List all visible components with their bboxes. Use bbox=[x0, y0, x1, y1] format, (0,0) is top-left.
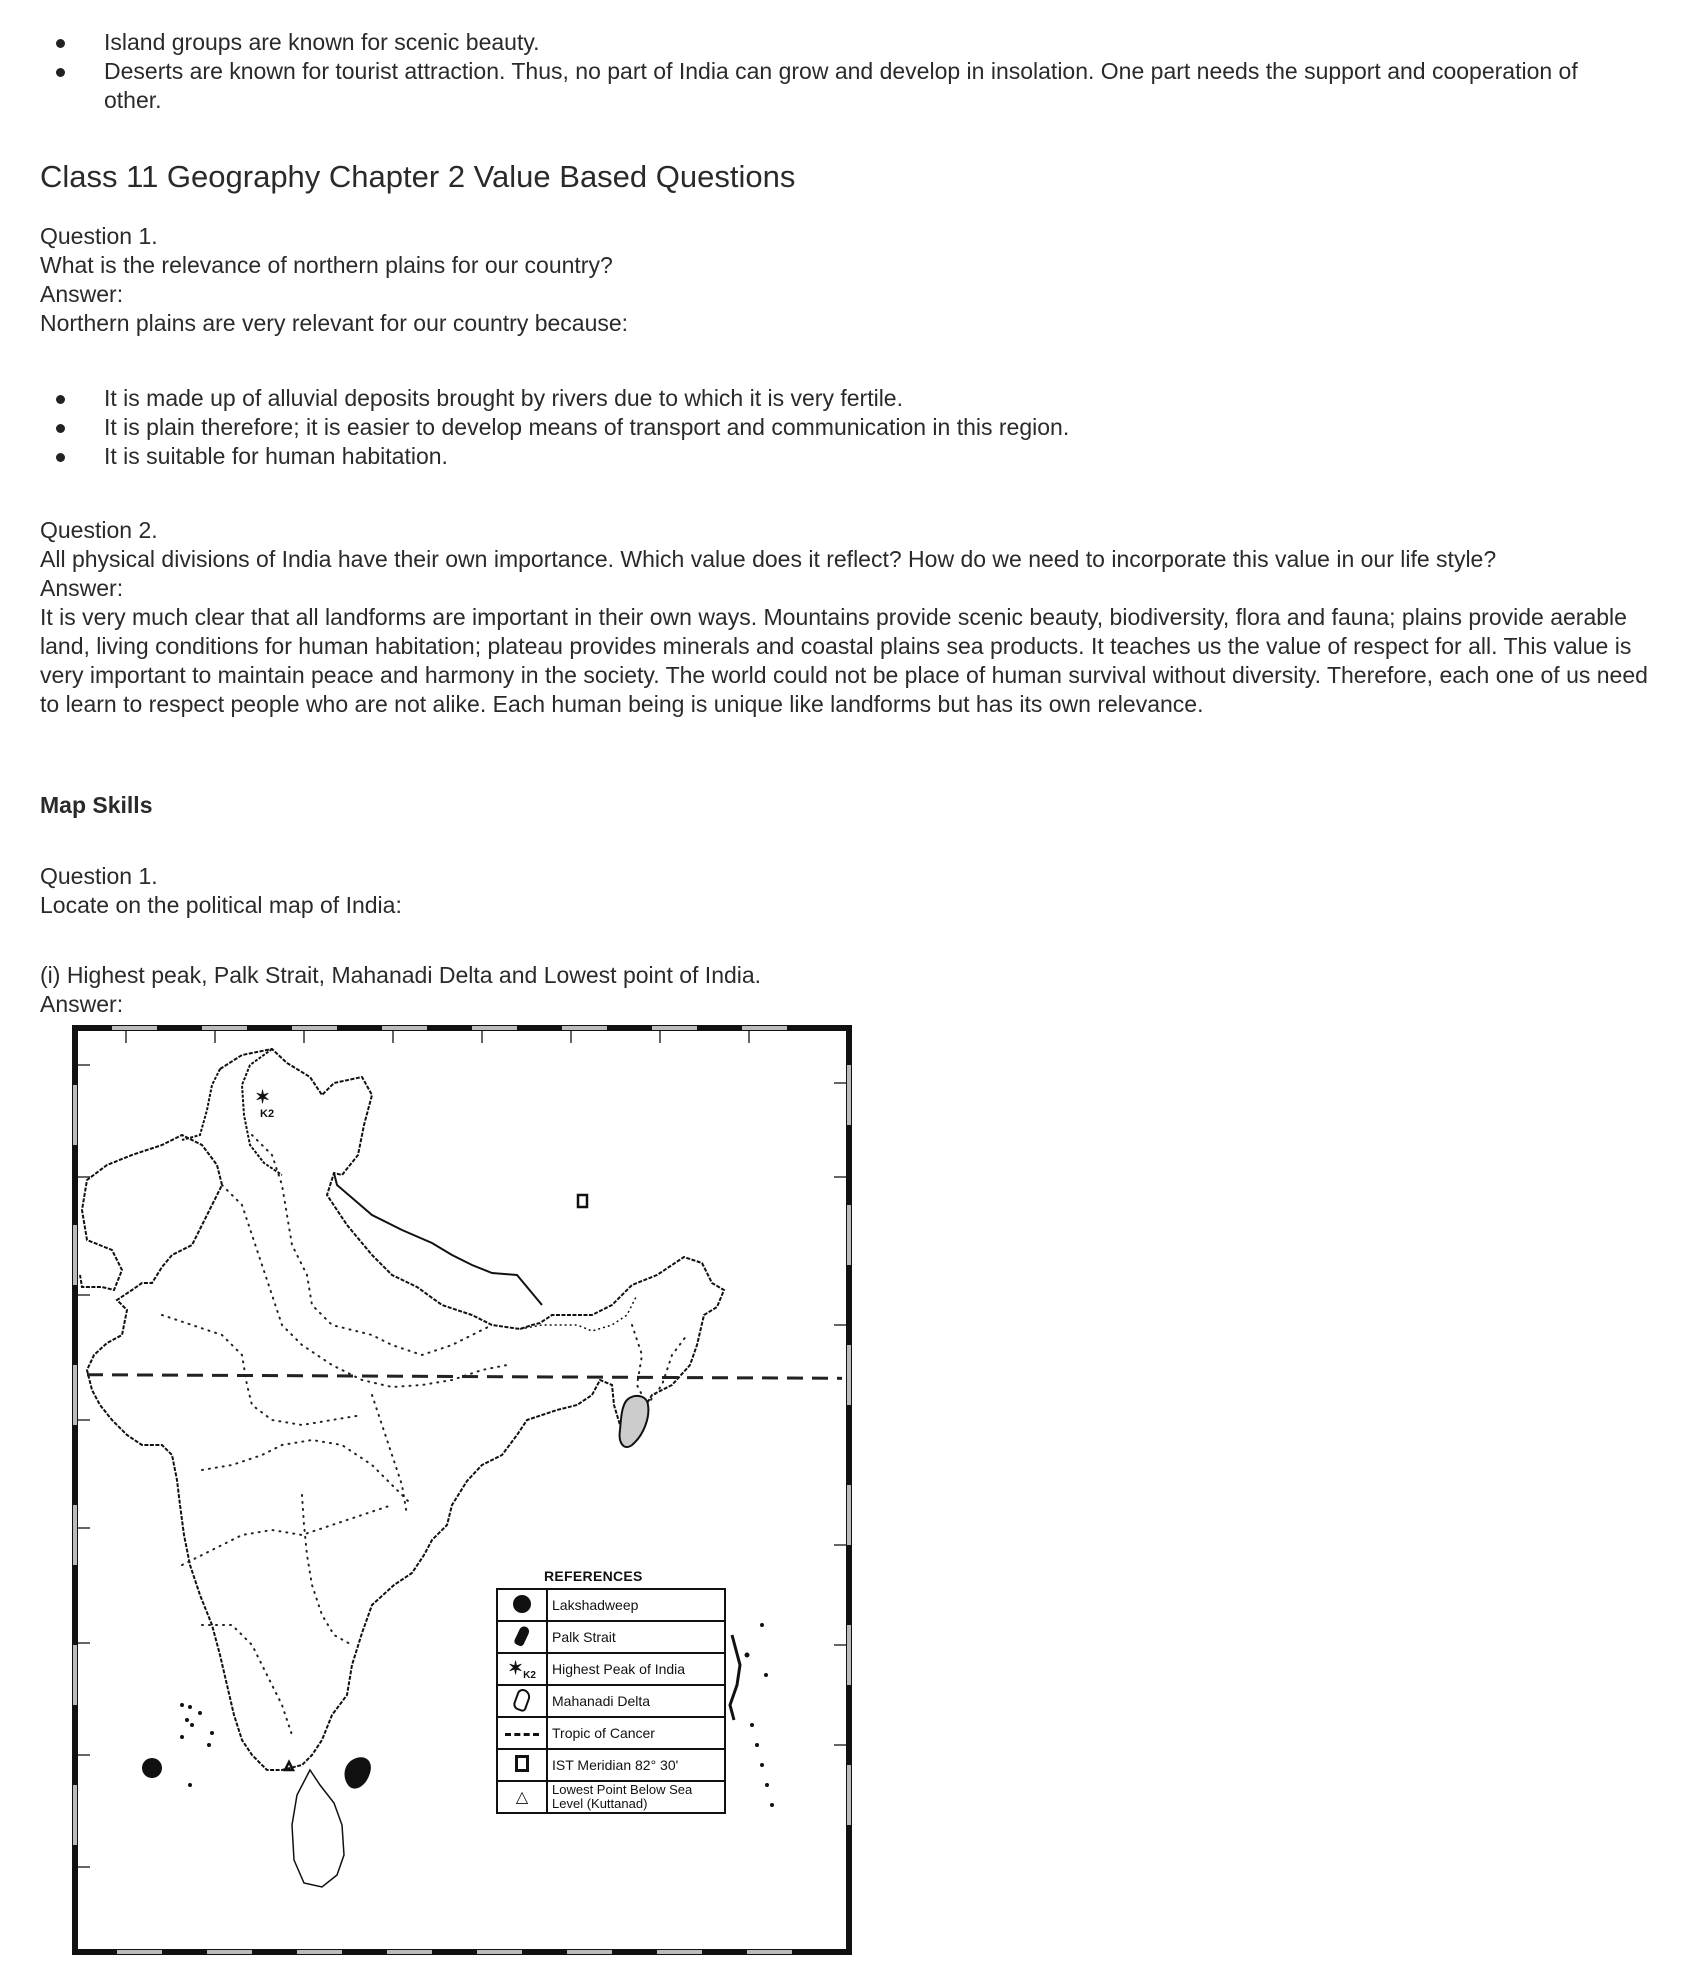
legend-label: Mahanadi Delta bbox=[547, 1685, 725, 1717]
legend-row bbox=[497, 1781, 725, 1813]
question-label: Question 2. bbox=[40, 517, 158, 543]
triangle-icon: △ bbox=[515, 1789, 529, 1806]
question-label: Question 1. bbox=[40, 863, 158, 889]
star-k2-icon: ✶ bbox=[508, 1657, 524, 1678]
lakshadweep-marker bbox=[142, 1758, 162, 1778]
section-heading: Class 11 Geography Chapter 2 Value Based Questions bbox=[40, 159, 796, 194]
legend-label: Palk Strait bbox=[547, 1621, 725, 1653]
sub-question-text: (i) Highest peak, Palk Strait, Mahanadi Delta and Lowest point of India. bbox=[40, 962, 762, 988]
map-skills-heading: Map Skills bbox=[40, 792, 153, 818]
question-text: Locate on the political map of India: bbox=[40, 892, 402, 918]
legend-row bbox=[497, 1621, 725, 1653]
legend-title: REFERENCES bbox=[544, 1568, 643, 1584]
answer-label: Answer: bbox=[40, 575, 124, 601]
map-legend bbox=[496, 1568, 726, 1814]
delta-outline-icon bbox=[512, 1687, 533, 1712]
question-label: Question 1. bbox=[40, 223, 158, 249]
answer-label: Answer: bbox=[40, 991, 124, 1017]
svg-text:✶: ✶ bbox=[255, 1087, 271, 1107]
legend-row bbox=[497, 1685, 725, 1717]
filled-circle-icon bbox=[513, 1595, 531, 1613]
answer-paragraph: It is very much clear that all landforms are important in their own ways. Mountains provide scenic beauty, biodiversity, flora and fauna; plains provide aerable land, living conditions for human habitation; plateau provides minerals and coastal plains sea products. It teaches us the value of respect for all. This value is very important to maintain peace and harmony in the society. The world could not be place of human survival without diversity. Therefore, each one of us need to learn to respect people who are not alike. Each human being is unique like landforms but has its own relevance. bbox=[40, 604, 1648, 717]
map-outline-graphic bbox=[72, 1025, 852, 1955]
legend-label: Lakshadweep bbox=[547, 1589, 725, 1621]
question-text: What is the relevance of northern plains for our country? bbox=[40, 252, 613, 278]
answer-intro: Northern plains are very relevant for our country because: bbox=[40, 310, 629, 336]
list-item: It is made up of alluvial deposits brought by rivers due to which it is very fertile. bbox=[40, 384, 1624, 413]
k2-sub-label: K2 bbox=[523, 1669, 536, 1681]
answer-bullet-list bbox=[40, 384, 1624, 471]
legend-label: Lowest Point Below Sea Level (Kuttanad) bbox=[547, 1781, 725, 1813]
legend-row bbox=[497, 1717, 725, 1749]
legend-label: IST Meridian 82° 30' bbox=[547, 1749, 725, 1781]
palk-strait-blob-icon bbox=[513, 1624, 531, 1646]
intro-bullet-list bbox=[40, 28, 1624, 115]
question-text: All physical divisions of India have their own importance. Which value does it reflect? How do we need to incorporate this value in our life style? bbox=[40, 546, 1497, 572]
dashed-line-icon bbox=[505, 1733, 539, 1736]
list-item: Deserts are known for tourist attraction. Thus, no part of India can grow and develop in insolation. One part needs the support and cooperation of other. bbox=[40, 57, 1604, 115]
legend-label: Tropic of Cancer bbox=[547, 1717, 725, 1749]
hollow-square-icon bbox=[515, 1755, 529, 1772]
answer-label: Answer: bbox=[40, 281, 124, 307]
legend-row bbox=[497, 1749, 725, 1781]
legend-table bbox=[496, 1588, 726, 1814]
list-item: It is plain therefore; it is easier to develop means of transport and communication in this region. bbox=[40, 413, 1624, 442]
legend-label: Highest Peak of India bbox=[547, 1653, 725, 1685]
legend-row bbox=[497, 1653, 725, 1685]
list-item: Island groups are known for scenic beauty. bbox=[40, 28, 1624, 57]
legend-row bbox=[497, 1589, 725, 1621]
svg-text:K2: K2 bbox=[260, 1108, 275, 1120]
list-item: It is suitable for human habitation. bbox=[40, 442, 1624, 471]
india-political-map bbox=[72, 1025, 852, 1955]
